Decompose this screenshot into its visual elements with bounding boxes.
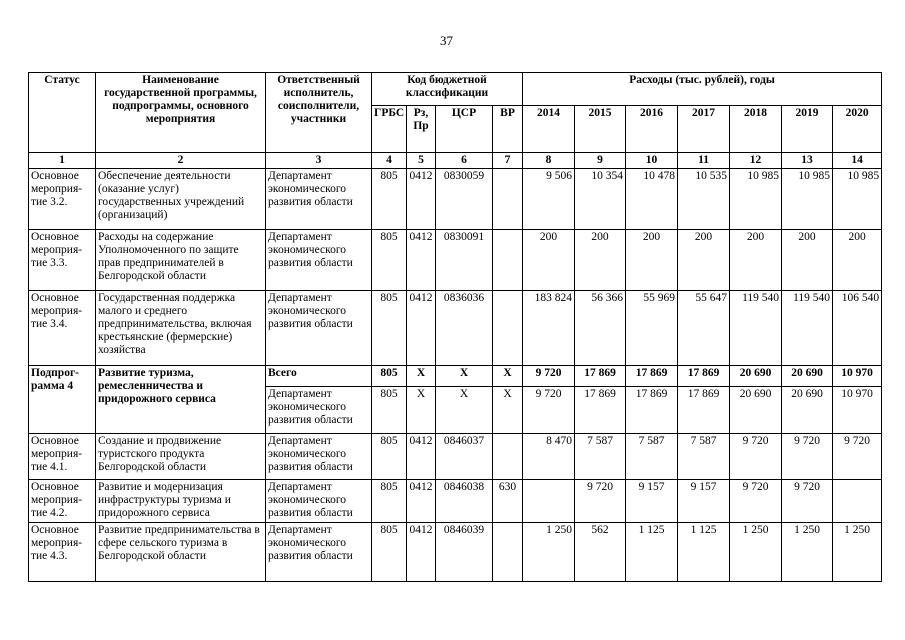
csr-cell: 0846038 bbox=[436, 480, 493, 523]
vr-cell: Х bbox=[493, 366, 523, 387]
value-cell: 10 478 bbox=[626, 169, 678, 230]
name-cell: Обеспечение деятельности (оказание услуг) государственных учреждений (организаций) bbox=[96, 169, 266, 230]
rzpr-cell: 0412 bbox=[407, 169, 436, 230]
rzpr-cell: 0412 bbox=[407, 230, 436, 291]
rzpr-cell: Х bbox=[407, 366, 436, 387]
executor-cell: Всего bbox=[266, 366, 372, 387]
name-cell: Развитие предпринимательства в сфере сельского туризма в Белгородской области bbox=[96, 523, 266, 582]
value-cell: 9 157 bbox=[678, 480, 730, 523]
value-cell: 7 587 bbox=[575, 434, 626, 480]
column-number: 11 bbox=[678, 153, 730, 169]
value-cell: 1 125 bbox=[626, 523, 678, 582]
value-cell bbox=[523, 480, 575, 523]
value-cell: 106 540 bbox=[833, 291, 882, 366]
table-row bbox=[29, 169, 882, 230]
value-cell: 9 720 bbox=[833, 434, 882, 480]
value-cell: 200 bbox=[523, 230, 575, 291]
value-cell: 10 985 bbox=[833, 169, 882, 230]
csr-cell: 0830059 bbox=[436, 169, 493, 230]
table-row bbox=[29, 480, 882, 523]
vr-cell bbox=[493, 230, 523, 291]
grbs-cell: 805 bbox=[372, 169, 407, 230]
header-row-top bbox=[29, 73, 882, 106]
value-cell: 9 157 bbox=[626, 480, 678, 523]
rzpr-cell: 0412 bbox=[407, 434, 436, 480]
value-cell: 1 125 bbox=[678, 523, 730, 582]
value-cell: 562 bbox=[575, 523, 626, 582]
executor-cell: Департамент экономического развития области bbox=[266, 523, 372, 582]
value-cell: 20 690 bbox=[730, 387, 782, 434]
value-cell: 9 720 bbox=[730, 434, 782, 480]
column-number: 8 bbox=[523, 153, 575, 169]
value-cell: 20 690 bbox=[730, 366, 782, 387]
grbs-cell: 805 bbox=[372, 366, 407, 387]
csr-cell: 0830091 bbox=[436, 230, 493, 291]
status-header: Статус bbox=[29, 73, 96, 153]
executor-cell: Департамент экономического развития области bbox=[266, 230, 372, 291]
grbs-cell: 805 bbox=[372, 434, 407, 480]
csr-cell: 0846037 bbox=[436, 434, 493, 480]
grbs-cell: 805 bbox=[372, 480, 407, 523]
grbs-cell: 805 bbox=[372, 291, 407, 366]
value-cell: 7 587 bbox=[678, 434, 730, 480]
value-cell: 200 bbox=[575, 230, 626, 291]
year-header: 2018 bbox=[730, 106, 782, 153]
value-cell: 10 985 bbox=[782, 169, 833, 230]
name-cell: Развитие и модернизация инфраструктуры туризма и придорожного сервиса bbox=[96, 480, 266, 523]
value-cell: 10 970 bbox=[833, 387, 882, 434]
value-cell: 200 bbox=[730, 230, 782, 291]
value-cell: 9 506 bbox=[523, 169, 575, 230]
value-cell: 183 824 bbox=[523, 291, 575, 366]
value-cell: 17 869 bbox=[626, 366, 678, 387]
value-cell: 8 470 bbox=[523, 434, 575, 480]
executor-cell: Департамент экономического развития области bbox=[266, 387, 372, 434]
vr-cell: 630 bbox=[493, 480, 523, 523]
expenses-header: Расходы (тыс. рублей), годы bbox=[523, 73, 882, 106]
csr-header: ЦСР bbox=[436, 106, 493, 153]
column-number: 7 bbox=[493, 153, 523, 169]
column-number: 2 bbox=[96, 153, 266, 169]
budget-table bbox=[28, 72, 882, 582]
rzpr-header: Рз, Пр bbox=[407, 106, 436, 153]
value-cell: 1 250 bbox=[730, 523, 782, 582]
value-cell: 1 250 bbox=[833, 523, 882, 582]
table-row bbox=[29, 366, 882, 387]
value-cell: 55 969 bbox=[626, 291, 678, 366]
csr-cell: Х bbox=[436, 366, 493, 387]
csr-cell: Х bbox=[436, 387, 493, 434]
executor-cell: Департамент экономического развития области bbox=[266, 434, 372, 480]
value-cell: 119 540 bbox=[782, 291, 833, 366]
value-cell: 200 bbox=[678, 230, 730, 291]
grbs-cell: 805 bbox=[372, 387, 407, 434]
value-cell: 55 647 bbox=[678, 291, 730, 366]
value-cell: 56 366 bbox=[575, 291, 626, 366]
status-cell: Основное мероприя-тие 3.4. bbox=[29, 291, 96, 366]
rzpr-cell: 0412 bbox=[407, 291, 436, 366]
name-cell: Расходы на содержание Уполномоченного по защите прав предпринимателей в Белгородской области bbox=[96, 230, 266, 291]
value-cell: 17 869 bbox=[678, 387, 730, 434]
value-cell: 7 587 bbox=[626, 434, 678, 480]
year-header: 2014 bbox=[523, 106, 575, 153]
year-header: 2019 bbox=[782, 106, 833, 153]
table-row bbox=[29, 291, 882, 366]
column-number: 3 bbox=[266, 153, 372, 169]
status-cell: Основное мероприя-тие 4.2. bbox=[29, 480, 96, 523]
vr-cell bbox=[493, 434, 523, 480]
value-cell: 17 869 bbox=[678, 366, 730, 387]
value-cell: 20 690 bbox=[782, 366, 833, 387]
column-number: 5 bbox=[407, 153, 436, 169]
value-cell: 200 bbox=[782, 230, 833, 291]
csr-cell: 0846039 bbox=[436, 523, 493, 582]
value-cell: 200 bbox=[626, 230, 678, 291]
column-number: 12 bbox=[730, 153, 782, 169]
grbs-cell: 805 bbox=[372, 230, 407, 291]
value-cell: 9 720 bbox=[523, 387, 575, 434]
budget-code-header: Код бюджетной классификации bbox=[372, 73, 523, 106]
name-cell: Развитие туризма, ремесленничества и придорожного сервиса bbox=[96, 366, 266, 434]
value-cell bbox=[833, 480, 882, 523]
year-header: 2015 bbox=[575, 106, 626, 153]
name-cell: Государственная поддержка малого и среднего предпринимательства, включая крестьянские (фермерские) хозяйства bbox=[96, 291, 266, 366]
status-cell: Основное мероприя-тие 4.1. bbox=[29, 434, 96, 480]
year-header: 2016 bbox=[626, 106, 678, 153]
value-cell: 200 bbox=[833, 230, 882, 291]
value-cell: 10 354 bbox=[575, 169, 626, 230]
vr-cell bbox=[493, 291, 523, 366]
vr-cell bbox=[493, 169, 523, 230]
csr-cell: 0836036 bbox=[436, 291, 493, 366]
rzpr-cell: 0412 bbox=[407, 523, 436, 582]
value-cell: 17 869 bbox=[575, 387, 626, 434]
page-number: 37 bbox=[440, 33, 453, 48]
executor-cell: Департамент экономического развития области bbox=[266, 169, 372, 230]
rzpr-cell: 0412 bbox=[407, 480, 436, 523]
status-cell: Основное мероприя-тие 3.2. bbox=[29, 169, 96, 230]
value-cell: 9 720 bbox=[782, 434, 833, 480]
executor-cell: Департамент экономического развития области bbox=[266, 291, 372, 366]
executor-cell: Департамент экономического развития области bbox=[266, 480, 372, 523]
column-number: 1 bbox=[29, 153, 96, 169]
column-number: 9 bbox=[575, 153, 626, 169]
value-cell: 1 250 bbox=[523, 523, 575, 582]
value-cell: 1 250 bbox=[782, 523, 833, 582]
status-cell: Основное мероприя-тие 3.3. bbox=[29, 230, 96, 291]
value-cell: 9 720 bbox=[730, 480, 782, 523]
year-header: 2017 bbox=[678, 106, 730, 153]
value-cell: 10 970 bbox=[833, 366, 882, 387]
table-row bbox=[29, 523, 882, 582]
table-row bbox=[29, 230, 882, 291]
column-number: 4 bbox=[372, 153, 407, 169]
value-cell: 17 869 bbox=[626, 387, 678, 434]
column-number: 10 bbox=[626, 153, 678, 169]
value-cell: 17 869 bbox=[575, 366, 626, 387]
status-cell: Основное мероприя-тие 4.3. bbox=[29, 523, 96, 582]
column-number: 14 bbox=[833, 153, 882, 169]
vr-cell: Х bbox=[493, 387, 523, 434]
vr-header: ВР bbox=[493, 106, 523, 153]
name-header: Наименование государственной программы, подпрограммы, основного мероприятия bbox=[96, 73, 266, 153]
column-number: 13 bbox=[782, 153, 833, 169]
column-number-row bbox=[29, 153, 882, 169]
value-cell: 10 985 bbox=[730, 169, 782, 230]
column-number: 6 bbox=[436, 153, 493, 169]
status-cell: Подпрог-рамма 4 bbox=[29, 366, 96, 434]
vr-cell bbox=[493, 523, 523, 582]
grbs-cell: 805 bbox=[372, 523, 407, 582]
value-cell: 9 720 bbox=[782, 480, 833, 523]
year-header: 2020 bbox=[833, 106, 882, 153]
value-cell: 9 720 bbox=[523, 366, 575, 387]
value-cell: 119 540 bbox=[730, 291, 782, 366]
value-cell: 20 690 bbox=[782, 387, 833, 434]
grbs-header: ГРБС bbox=[372, 106, 407, 153]
value-cell: 10 535 bbox=[678, 169, 730, 230]
table-row bbox=[29, 434, 882, 480]
executor-header: Ответственный исполнитель, соисполнители, участники bbox=[266, 73, 372, 153]
value-cell: 9 720 bbox=[575, 480, 626, 523]
rzpr-cell: Х bbox=[407, 387, 436, 434]
name-cell: Создание и продвижение туристского продукта Белгородской области bbox=[96, 434, 266, 480]
